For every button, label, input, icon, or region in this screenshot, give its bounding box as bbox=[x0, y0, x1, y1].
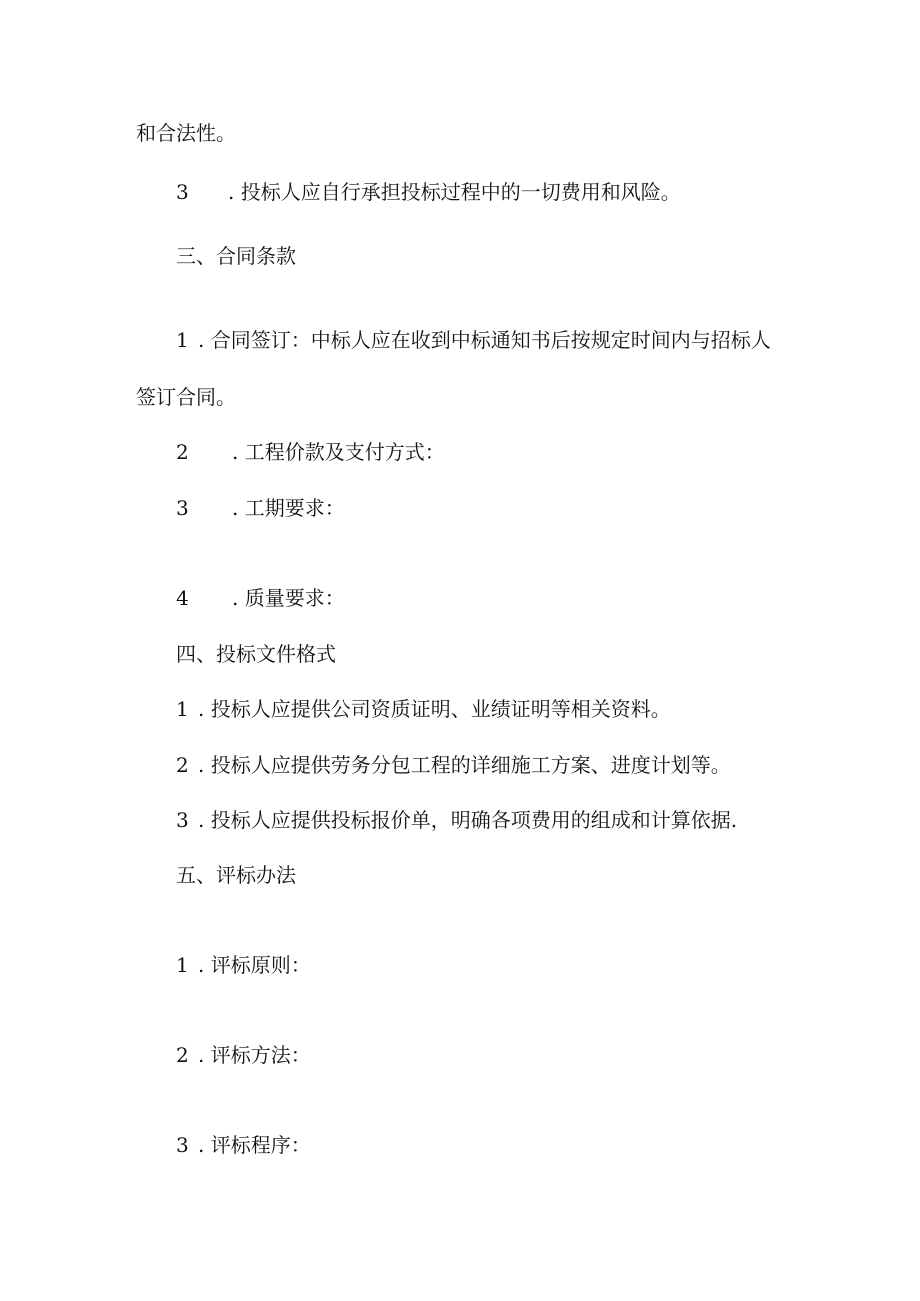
list-item bbox=[176, 808, 737, 832]
list-item-text: . 投标人应提供投标报价单，明确各项费用的组成和计算依据. bbox=[198, 808, 738, 832]
list-item-text: . 投标人应自行承担投标过程中的一切费用和风险。 bbox=[228, 180, 681, 204]
list-item-text: . 合同签订：中标人应在收到中标通知书后按规定时间内与招标人 bbox=[198, 328, 771, 352]
list-number: 3 bbox=[176, 1133, 189, 1157]
list-number: 2 bbox=[176, 440, 189, 464]
paragraph-text: 签订合同。 bbox=[136, 385, 236, 409]
list-number: 4 bbox=[176, 586, 189, 610]
section-heading bbox=[176, 863, 296, 887]
list-item-text: . 评标方法： bbox=[198, 1043, 311, 1067]
section-heading bbox=[176, 642, 336, 666]
list-item bbox=[176, 697, 671, 721]
list-item-text: . 投标人应提供劳务分包工程的详细施工方案、进度计划等。 bbox=[198, 753, 731, 777]
list-item bbox=[176, 1133, 311, 1157]
paragraph-text: 和合法性。 bbox=[136, 121, 236, 145]
list-number: 2 bbox=[176, 753, 189, 777]
list-item bbox=[176, 496, 345, 520]
list-item bbox=[176, 1043, 311, 1067]
list-item-text: . 评标原则： bbox=[198, 953, 311, 977]
paragraph-continuation bbox=[136, 121, 236, 145]
section-heading-text: 五、评标办法 bbox=[176, 863, 296, 887]
list-number: 1 bbox=[176, 953, 189, 977]
section-heading-text: 三、合同条款 bbox=[176, 244, 296, 268]
list-number: 1 bbox=[176, 328, 189, 352]
list-item-text: . 工程价款及支付方式： bbox=[232, 440, 445, 464]
list-number: 3 bbox=[176, 180, 189, 204]
list-number: 2 bbox=[176, 1043, 189, 1067]
list-item bbox=[176, 753, 731, 777]
list-item bbox=[176, 586, 345, 610]
section-heading-text: 四、投标文件格式 bbox=[176, 642, 336, 666]
paragraph-continuation bbox=[136, 385, 236, 409]
list-item-text: . 工期要求： bbox=[232, 496, 345, 520]
section-heading bbox=[176, 244, 296, 268]
list-item-text: . 评标程序： bbox=[198, 1133, 311, 1157]
list-item bbox=[176, 180, 681, 204]
list-item-text: . 投标人应提供公司资质证明、业绩证明等相关资料。 bbox=[198, 697, 671, 721]
list-item bbox=[176, 440, 445, 464]
list-item bbox=[176, 328, 771, 352]
list-number: 3 bbox=[176, 496, 189, 520]
list-item-text: . 质量要求： bbox=[232, 586, 345, 610]
list-number: 3 bbox=[176, 808, 189, 832]
list-item bbox=[176, 953, 311, 977]
list-number: 1 bbox=[176, 697, 189, 721]
